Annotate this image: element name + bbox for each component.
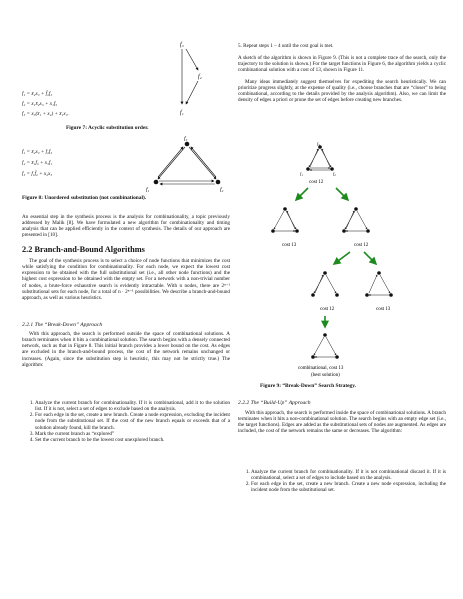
break-down-step: 2. For each edge in the set, create a new branch. Create a node expression, excluding the incident node from the substitutional set. If the cost of the new branch equals or exceeds that of a solution already found, kill the branch. [35,412,230,430]
fig9-diagram [238,140,446,380]
fig9-node-f1: f₁ [300,171,303,176]
build-up-step: 2. For each edge in the set, create a new branch. Create a new node expression, including the incident node from the substitutional set. [251,481,446,493]
fig7-node-f2: f₂ [198,74,202,80]
fig7-graph [172,38,212,118]
fig8-eq1: f₁ = x̄₂x₃ + f₂f₃ [22,149,53,155]
section-2-2-2-paragraph: With this approach, the search is performed inside the space of combinational solutions. A branch terminates when it hits a non-combinational solution. The search begins with an empty edge set (i.e., the target functions). Edges are added as the substitutional sets of nodes are augmented. As edges are included, the cost of the network remains the same or decreases. The algorithm: [238,410,446,435]
fig8-eq2: f₂ = x̄₁f₃ + x₃f₁ [22,160,53,166]
build-up-steps [238,469,446,494]
fig9-cost-level1-right: cost 12 [354,243,369,248]
fig7-eq1: f₁ = x̄₂x₃ + f̄₂f₃ [22,91,53,97]
fig9-cost-root: cost 12 [309,180,324,185]
right-paragraph-1: A sketch of the algorithm is shown in Figure 9. (This is not a complete trace of the search, only the trajectory to the solution is shown.) For the target functions in Figure 6, the algorithm yields a cyclic combinational solution with a cost of 13, shown in Figure 11. [238,55,446,74]
fig7-node-f3: f₃ [180,42,184,48]
fig9-graph-level1-left [271,207,299,233]
fig8-node-f3: f₃ [184,136,188,142]
fig7-eq2: f₂ = x₁x̄₂x₃ + x₁f₃ [22,101,58,107]
fig8-eq3: f₃ = f₁f̄₂ + x₂x₃ [22,171,53,177]
section-2-2-heading: 2.2 Branch-and-Bound Algorithms [22,245,145,254]
break-down-step: 3. Mark the current branch as “explored” [35,431,230,437]
fig9-node-f2: f₂ [333,171,336,176]
fig9-solution-note: (best solution) [311,373,340,378]
fig9-graph-solution [311,333,339,359]
section-2-2-2-heading: 2.2.2 The “Build-Up” Approach [238,400,311,406]
fig8-graph [144,136,234,194]
fig9-cost-level1-left: cost 13 [282,243,297,248]
fig9-graph-level2-left [311,271,339,297]
fig7-node-f1: f₁ [180,110,184,116]
fig8-node-f2: f₂ [220,187,224,193]
fig8-caption: Figure 8: Unordered substitution (not combinational). [22,195,147,201]
fig9-graph-level2-right [365,271,393,297]
section-2-2-paragraph: The goal of the synthesis process is to select a choice of node functions that minimizes the cost while satisfying the condition for combinationality. For each node, we expect the lowest cost expression to be obtained with the full substitutional set (i.e., all other node functions) and the highest cost expression to be obtained with the empty set. For a network with a non-trivial number of nodes, a brute-force exhaustive search is evidently intractable. With n nodes, there are 2ⁿ⁻¹ substitutional sets for each node, for a total of n · 2ⁿ⁻¹ possibilities. We describe a branch-and-bound approach, as well as various heuristics. [22,258,230,301]
break-down-steps [22,400,230,443]
build-up-step: 1. Analyze the current branch for combinationality. If it is not combinational discard it. If it is combinational, select a set of edges to include based on the analysis. [251,469,446,481]
fig9-cost-level2-right: cost 13 [376,307,391,312]
step-5-text: 5. Repeat steps 1 – 4 until the cost goal is met. [238,43,334,49]
left-paragraph-1: An essential step in the synthesis process is the analysis for combinationality, a topic previously addressed by Malik [8]. We have formulated a new algorithm for combinationality and timing analysis that can be applied efficiently in the context of synthesis. The details of our approach are presented in [10]. [22,214,230,239]
fig9-node-f3: f₃ [317,141,320,146]
fig7-eq3: f₃ = x₃(x̄₁ + x₂) + x̄₁x₃. [22,111,69,117]
fig9-caption: Figure 9: “Break-Down” Search Strategy. [260,383,356,389]
right-paragraph-2: Many ideas immediately suggest themselves for expediting the search heuristically. We can prioritize progress slightly, at the expense of quality (i.e., choose branches that are “closer” to being combinational, according to the details provided by the analysis algorithm). Also, we can limit the density of edges a priori or prune the set of edges before creating new branches. [238,79,446,104]
break-down-step: 4. Set the current branch to be the lowest cost unexplored branch. [35,437,230,443]
fig9-cost-level2-left: cost 12 [320,307,335,312]
section-2-2-1-paragraph: With this approach, the search is performed outside the space of combinational solutions. A branch terminates when it hits a combinational solution. The search begins with a densely connected network, such as that in Figure 8. This initial branch provides a lower bound on the cost. As edges are excluded in the branch-and-bound process, the cost of the network remains unchanged or increases. (Again, since the substitution step is heuristic, this may not be strictly true.) The algorithm: [22,331,230,368]
fig9-solution-cost: combinational, cost 13 [298,366,344,371]
section-2-2-1-heading: 2.2.1 The “Break-Down” Approach [22,322,103,328]
fig9-graph-level1-right [342,207,370,233]
fig7-caption: Figure 7: Acyclic substitution order. [66,125,149,131]
fig8-node-f1: f₁ [146,187,150,193]
break-down-step: 1. Analyze the current branch for combinationality. If it is combinational, add it to the solution list. If it is not, select a set of edges to exclude based on the analysis. [35,400,230,412]
fig9-graph-root [300,141,336,176]
